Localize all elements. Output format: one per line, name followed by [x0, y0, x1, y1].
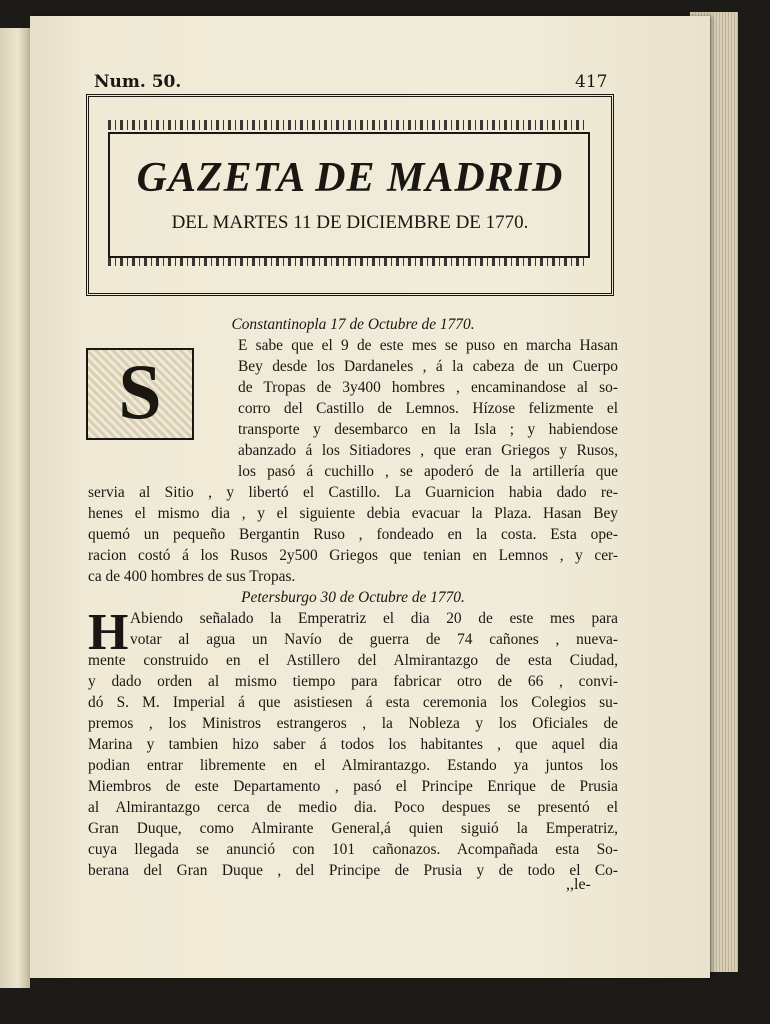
- article2-line: premos , los Ministros estrangeros , la Nobleza y los Oficiales de: [88, 715, 618, 732]
- catchword: ,,le-: [566, 876, 591, 893]
- article2-dateline-block: [88, 587, 618, 608]
- article2-line: podian entrar libremente en el Almirantazgo. Estando ya juntos los: [88, 757, 618, 774]
- article2-dropcap: H: [88, 604, 129, 661]
- article2-body: [88, 604, 618, 881]
- issue-number: Num. 50.: [94, 72, 182, 92]
- article2-line: y dado orden al mismo tiempo para fabricar otro de 66 , convi-: [88, 673, 618, 690]
- masthead: [86, 94, 614, 306]
- article1-line: servia al Sitio , y libertó el Castillo. La Guarnicion habia dado re-: [88, 484, 618, 501]
- article1-line: quemó un pequeño Bergantin Ruso , fondeado en la costa. Esta ope-: [88, 526, 618, 543]
- article1-line: de Tropas de 3y400 hombres , encaminandose al so-: [238, 379, 618, 396]
- article2-line: al Almirantazgo cerca de medio dia. Poco despues se presentó el: [88, 799, 618, 816]
- gazette-page: [30, 16, 710, 978]
- article1-line: E sabe que el 9 de este mes se puso en marcha Hasan: [238, 337, 618, 354]
- article1-line: abanzado á los Sitiadores , que eran Griegos y Rusos,: [238, 442, 618, 459]
- article2-dateline: Petersburgo 30 de Octubre de 1770.: [241, 589, 465, 606]
- article1-line: Bey desde los Dardaneles , á la cabeza de un Cuerpo: [238, 358, 618, 375]
- article2-line: Miembros de este Departamento , pasó el Principe Enrique de Prusia: [88, 778, 618, 795]
- masthead-ornament-band-bottom: [108, 256, 588, 266]
- article2-line: Gran Duque, como Almirante General,á quien siguió la Emperatriz,: [88, 820, 618, 837]
- article2-line: cuya llegada se anunció con 101 cañonazos. Acompañada esta So-: [88, 841, 618, 858]
- article1-line: racion costó á los Rusos 2y500 Griegos que tenian en Lemnos , y cer-: [88, 547, 618, 564]
- article1-body: [88, 335, 618, 587]
- article2-line: Marina y tambien hizo saber á todos los habitantes , que aquel dia: [88, 736, 618, 753]
- article2-line: mente construido en el Astillero del Almirantazgo de esta Ciudad,: [88, 652, 618, 669]
- article1-line: los pasó á cuchillo , se apoderó de la artillería que: [238, 463, 618, 480]
- article2-line: votar al agua un Navío de guerra de 74 cañones , nueva-: [130, 631, 618, 648]
- article1-dateline: Constantinopla 17 de Octubre de 1770.: [231, 316, 475, 333]
- article2-line: berana del Gran Duque , del Principe de Prusia y de todo el Co-: [88, 862, 618, 879]
- article1-line: corro del Castillo de Lemnos. Hízose felizmente el: [238, 400, 618, 417]
- article1-line: transporte y desembarco en la Isla ; y habiendose: [238, 421, 618, 438]
- article2-line: dó S. M. Imperial á que asistiesen á esta ceremonia los Colegios su-: [88, 694, 618, 711]
- masthead-title: GAZETA DE MADRID: [136, 155, 564, 201]
- masthead-date: DEL MARTES 11 DE DICIEMBRE DE 1770.: [171, 212, 529, 233]
- article1-dropcap-letter: S: [118, 348, 162, 435]
- masthead-ornament-band-top: [108, 120, 588, 130]
- article1-dateline-block: [88, 314, 618, 335]
- article1-line: henes el mismo dia , y el siguiente debia evacuar la Plaza. Hasan Bey: [88, 505, 618, 522]
- facing-page-edge: [0, 28, 30, 988]
- article2-line: Abiendo señalado la Emperatriz el dia 20 de este mes para: [130, 610, 618, 627]
- page-number: 417: [575, 72, 608, 92]
- article1-line: ca de 400 hombres de sus Tropas.: [88, 568, 296, 585]
